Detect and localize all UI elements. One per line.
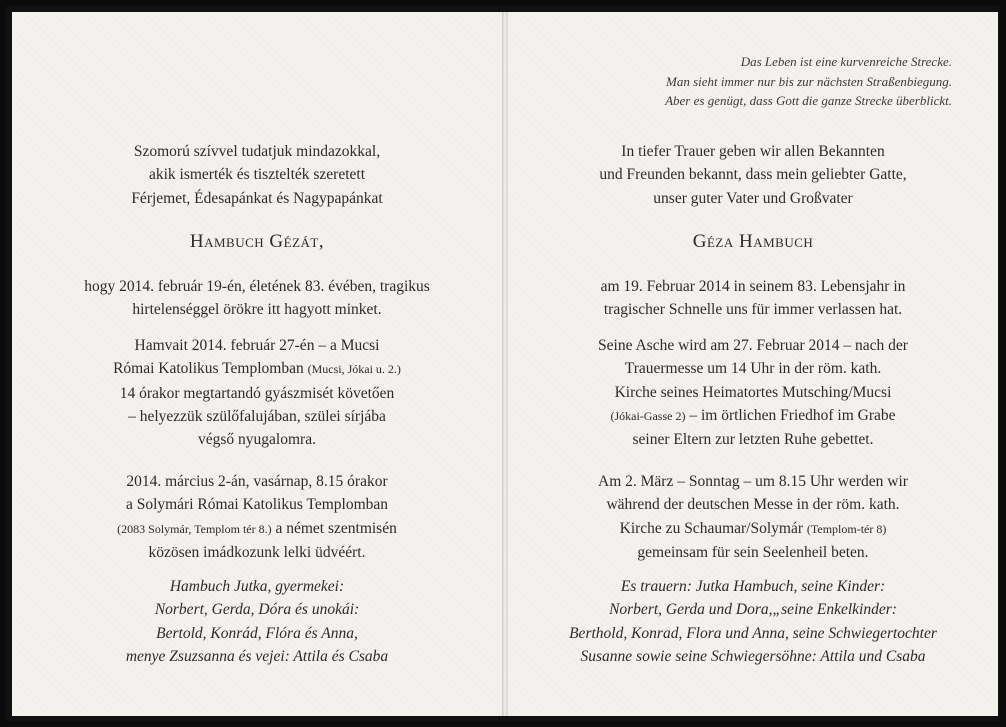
mass-line: közösen imádkozunk lelki üdvéért. (148, 543, 366, 561)
mass-paragraph (508, 470, 998, 564)
deceased-name-text: Hambuch Gézát, (189, 231, 325, 252)
mourners-line: Norbert, Gerda, Dóra és unokái: (154, 601, 360, 619)
burial-line (508, 404, 998, 428)
motto-quote (462, 52, 952, 111)
burial-line: – helyezzük szülőfalujában, szülei sírjába (128, 407, 386, 425)
mourners-line: Es trauern: Jutka Hambuch, seine Kinder: (620, 578, 886, 595)
burial-paragraph (12, 334, 502, 451)
mass-line: während der deutschen Messe in der röm. kath. (606, 496, 900, 514)
left-page-hungarian (12, 12, 502, 716)
mourners-paragraph (12, 575, 502, 668)
burial-church: Római Katolikus Templomban (113, 360, 308, 378)
burial-address: (Jókai-Gasse 2) (610, 408, 686, 423)
burial-line: seiner Eltern zur letzten Ruhe gebettet. (632, 431, 874, 449)
motto-line: Das Leben ist eine kurvenreiche Strecke. (740, 54, 952, 69)
mass-line (12, 517, 502, 541)
intro-line: akik ismerték és tisztelték szeretett (148, 166, 366, 184)
funeral-notice-card (6, 6, 1000, 721)
mass-text: Kirche zu Schaumar/Solymár (619, 519, 807, 537)
burial-line: végső nyugalomra. (198, 431, 316, 449)
mass-paragraph (12, 470, 502, 564)
deceased-name-text: Géza Hambuch (692, 231, 814, 252)
burial-line (12, 357, 502, 381)
death-line: hogy 2014. február 19-én, életének 83. évében, tragikus (84, 278, 430, 295)
intro-paragraph (12, 140, 502, 210)
burial-line: 14 órakor megtartandó gyászmisét követően (119, 384, 395, 402)
mass-line: gemeinsam für sein Seelenheil beten. (637, 543, 869, 561)
mourners-line: menye Zsuzsanna és vejei: Attila és Csaba (125, 647, 389, 665)
mass-text: a német szentmisén (271, 519, 397, 537)
mass-line: a Solymári Római Katolikus Templomban (125, 496, 389, 514)
burial-line: Kirche seines Heimatortes Mutsching/Mucsi (614, 383, 892, 401)
intro-line: und Freunden bekannt, dass mein geliebter Gatte, (599, 166, 907, 184)
motto-line: Aber es genügt, dass Gott die ganze Strecke überblickt. (665, 93, 952, 108)
mourners-line: Berthold, Konrad, Flora und Anna, seine Schwiegertochter (569, 624, 937, 642)
death-paragraph (508, 275, 998, 322)
burial-address: (Mucsi, Jókai u. 2.) (307, 362, 401, 377)
intro-line: unser guter Vater und Großvater (653, 189, 853, 207)
deceased-name (12, 228, 502, 256)
mass-line: 2014. március 2-án, vasárnap, 8.15 órakor (126, 473, 388, 490)
death-line: tragischer Schnelle uns für immer verlassen hat. (603, 301, 903, 319)
burial-paragraph (508, 334, 998, 451)
intro-paragraph (508, 140, 998, 210)
mourners-paragraph (508, 575, 998, 668)
burial-line: Hamvait 2014. február 27-én – a Mucsi (134, 337, 380, 354)
death-paragraph (12, 275, 502, 322)
right-page-german (508, 12, 998, 716)
mourners-line: Susanne sowie seine Schwiegersöhne: Attila und Csaba (580, 647, 926, 665)
death-line: hirtelenséggel örökre itt hagyott minket. (132, 301, 382, 319)
burial-line: Seine Asche wird am 27. Februar 2014 – nach der (598, 337, 908, 354)
burial-line: Trauermesse um 14 Uhr in der röm. kath. (624, 360, 882, 378)
intro-line: In tiefer Trauer geben wir allen Bekannten (621, 143, 885, 160)
mourners-line: Hambuch Jutka, gyermekei: (169, 578, 345, 595)
mourners-line: Bertold, Konrád, Flóra és Anna, (156, 624, 358, 642)
mourners-line: Norbert, Gerda und Dora,„seine Enkelkinder: (609, 601, 897, 619)
death-line: am 19. Februar 2014 in seinem 83. Lebensjahr in (600, 278, 906, 295)
intro-line: Szomorú szívvel tudatjuk mindazokkal, (133, 143, 381, 160)
intro-line: Férjemet, Édesapánkat és Nagypapánkat (131, 189, 383, 207)
deceased-name (508, 228, 998, 256)
mass-address: (2083 Solymár, Templom tér 8.) (117, 521, 272, 536)
motto-line: Man sieht immer nur bis zur nächsten Straßenbiegung. (666, 73, 952, 89)
mass-line (508, 517, 998, 541)
burial-text: – im örtlichen Friedhof im Grabe (685, 406, 896, 424)
mass-line: Am 2. März – Sonntag – um 8.15 Uhr werden wir (598, 473, 908, 490)
mass-address: (Templom-tér 8) (806, 521, 887, 536)
